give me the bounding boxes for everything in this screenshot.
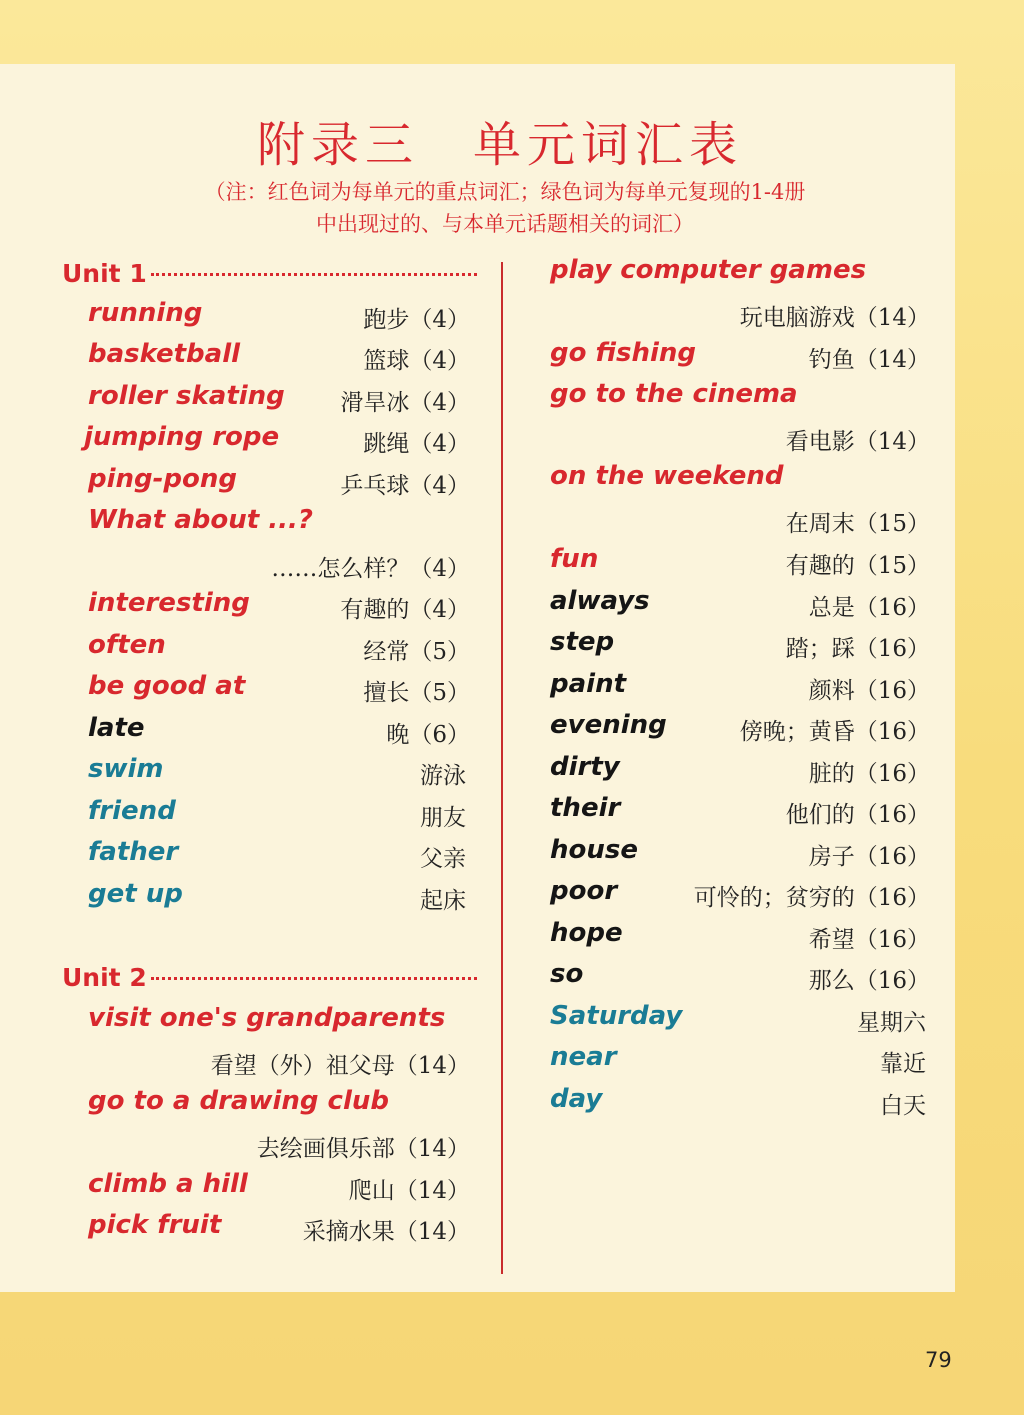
meaning-often: 经常（5） xyxy=(363,639,470,665)
word-friend: friend xyxy=(88,796,176,826)
word-basketball: basketball xyxy=(88,339,241,369)
word-swim: swim xyxy=(88,754,164,784)
meaning-interesting: 有趣的（4） xyxy=(340,597,470,623)
meaning-house: 房子（16） xyxy=(808,844,930,870)
meaning-pick-fruit: 采摘水果（14） xyxy=(302,1219,470,1245)
word-house: house xyxy=(550,835,638,865)
word-poor: poor xyxy=(550,876,618,906)
word-visit-grandparents: visit one's grandparents xyxy=(88,1003,446,1033)
word-so: so xyxy=(550,959,584,989)
word-play-computer-games: play computer games xyxy=(550,255,867,285)
word-jumping-rope: jumping rope xyxy=(84,422,280,452)
meaning-near: 靠近 xyxy=(880,1051,926,1077)
word-their: their xyxy=(550,793,621,823)
word-always: always xyxy=(550,586,650,616)
meaning-what-about: ……怎么样？（4） xyxy=(271,556,470,582)
meaning-basketball: 篮球（4） xyxy=(363,348,470,374)
column-divider xyxy=(501,262,503,1274)
meaning-go-fishing: 钓鱼（14） xyxy=(808,347,930,373)
meaning-paint: 颜料（16） xyxy=(808,678,930,704)
meaning-fun: 有趣的（15） xyxy=(785,553,930,579)
word-evening: evening xyxy=(550,710,667,740)
word-go-fishing: go fishing xyxy=(550,338,697,368)
meaning-so: 那么（16） xyxy=(808,968,930,994)
meaning-be-good-at: 擅长（5） xyxy=(363,680,470,706)
meaning-late: 晚（6） xyxy=(386,722,470,748)
meaning-saturday: 星期六 xyxy=(857,1010,926,1036)
word-get-up: get up xyxy=(88,879,183,909)
word-father: father xyxy=(88,837,179,867)
meaning-climb-a-hill: 爬山（14） xyxy=(348,1178,470,1204)
word-roller-skating: roller skating xyxy=(88,381,285,411)
word-step: step xyxy=(550,627,615,657)
meaning-hope: 希望（16） xyxy=(808,927,930,953)
word-running: running xyxy=(88,298,203,328)
word-fun: fun xyxy=(550,544,599,574)
note-line-1: （注：红色词为每单元的重点词汇；绿色词为每单元复现的1-4册 xyxy=(204,180,806,204)
meaning-father: 父亲 xyxy=(420,846,466,872)
meaning-dirty: 脏的（16） xyxy=(808,761,930,787)
meaning-always: 总是（16） xyxy=(808,595,930,621)
word-go-to-the-cinema: go to the cinema xyxy=(550,379,798,409)
meaning-their: 他们的（16） xyxy=(785,802,930,828)
meaning-on-the-weekend: 在周末（15） xyxy=(785,511,930,537)
meaning-go-to-the-cinema: 看电影（14） xyxy=(785,429,930,455)
word-on-the-weekend: on the weekend xyxy=(550,461,784,491)
word-ping-pong: ping-pong xyxy=(88,464,238,494)
word-late: late xyxy=(88,713,145,743)
word-dirty: dirty xyxy=(550,752,620,782)
meaning-swim: 游泳 xyxy=(420,763,466,789)
word-be-good-at: be good at xyxy=(88,671,246,701)
meaning-poor: 可怜的；贫穷的（16） xyxy=(693,885,930,911)
word-pick-fruit: pick fruit xyxy=(88,1210,222,1240)
page-title: 附录三 单元词汇表 xyxy=(256,117,743,173)
meaning-running: 跑步（4） xyxy=(363,307,470,333)
meaning-day: 白天 xyxy=(880,1093,926,1119)
unit-1-label: Unit 1 xyxy=(62,259,147,288)
note-line-2: 中出现过的、与本单元话题相关的词汇） xyxy=(316,212,694,236)
unit-1-heading xyxy=(62,259,477,288)
word-hope: hope xyxy=(550,918,623,948)
meaning-roller-skating: 滑旱冰（4） xyxy=(340,390,470,416)
unit-2-heading xyxy=(62,963,477,992)
page-number: 79 xyxy=(925,1348,952,1372)
meaning-evening: 傍晚；黄昏（16） xyxy=(739,719,930,745)
dot-leader xyxy=(151,273,477,276)
meaning-play-computer-games: 玩电脑游戏（14） xyxy=(739,305,930,331)
word-what-about: What about ...? xyxy=(88,505,313,535)
meaning-jumping-rope: 跳绳（4） xyxy=(363,431,470,457)
word-drawing-club: go to a drawing club xyxy=(88,1086,389,1116)
meaning-visit-grandparents: 看望（外）祖父母（14） xyxy=(210,1053,470,1079)
meaning-drawing-club: 去绘画俱乐部（14） xyxy=(256,1136,470,1162)
meaning-step: 踏；踩（16） xyxy=(785,636,930,662)
word-near: near xyxy=(550,1042,617,1072)
unit-2-label: Unit 2 xyxy=(62,963,147,992)
word-climb-a-hill: climb a hill xyxy=(88,1169,248,1199)
dot-leader xyxy=(151,977,477,980)
word-often: often xyxy=(88,630,166,660)
meaning-get-up: 起床 xyxy=(420,888,466,914)
meaning-ping-pong: 乒乓球（4） xyxy=(340,473,470,499)
word-interesting: interesting xyxy=(88,588,250,618)
word-paint: paint xyxy=(550,669,627,699)
word-saturday: Saturday xyxy=(550,1001,683,1031)
word-day: day xyxy=(550,1084,603,1114)
meaning-friend: 朋友 xyxy=(420,805,466,831)
